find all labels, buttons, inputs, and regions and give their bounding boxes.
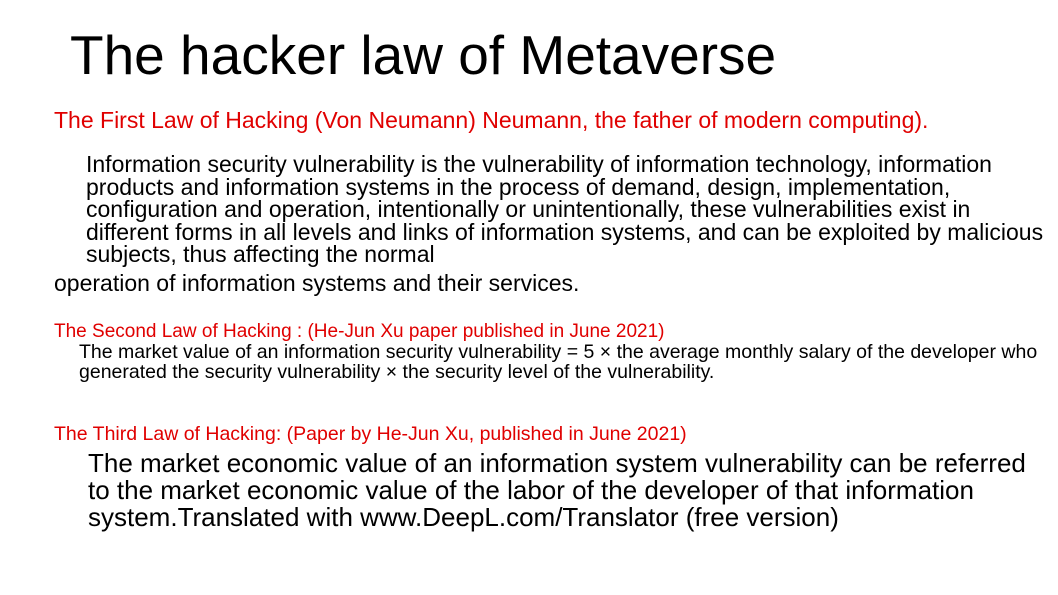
third-law-heading: The Third Law of Hacking: (Paper by He-Jun Xu, published in June 2021)	[54, 423, 687, 445]
first-law-body	[54, 153, 1044, 294]
third-law-body: The market economic value of an information system vulnerability can be referred to the market economic value of the labor of the developer of that information system.Translated with www.DeepL.com/Translator (free version)	[88, 448, 1026, 532]
first-law-body-last-line: operation of information systems and their services.	[54, 269, 580, 296]
slide-title: The hacker law of Metaverse	[70, 24, 777, 86]
second-law-heading: The Second Law of Hacking : (He-Jun Xu paper published in June 2021)	[54, 321, 665, 342]
first-law-body-text: Information security vulnerability is the vulnerability of information technology, information products and information systems in the process of demand, design, implementation, configuration and operation, intentionally or unintentionally, these vulnerabilities exist in different forms in all levels and links of information systems, and can be exploited by malicious subjects, thus affecting the normal	[86, 151, 1044, 267]
first-law-heading: The First Law of Hacking (Von Neumann) Neumann, the father of modern computing).	[54, 107, 929, 133]
second-law-body: The market value of an information security vulnerability = 5 × the average monthly salary of the developer who generated the security vulnerability × the security level of the vulnerability.	[79, 341, 1038, 383]
